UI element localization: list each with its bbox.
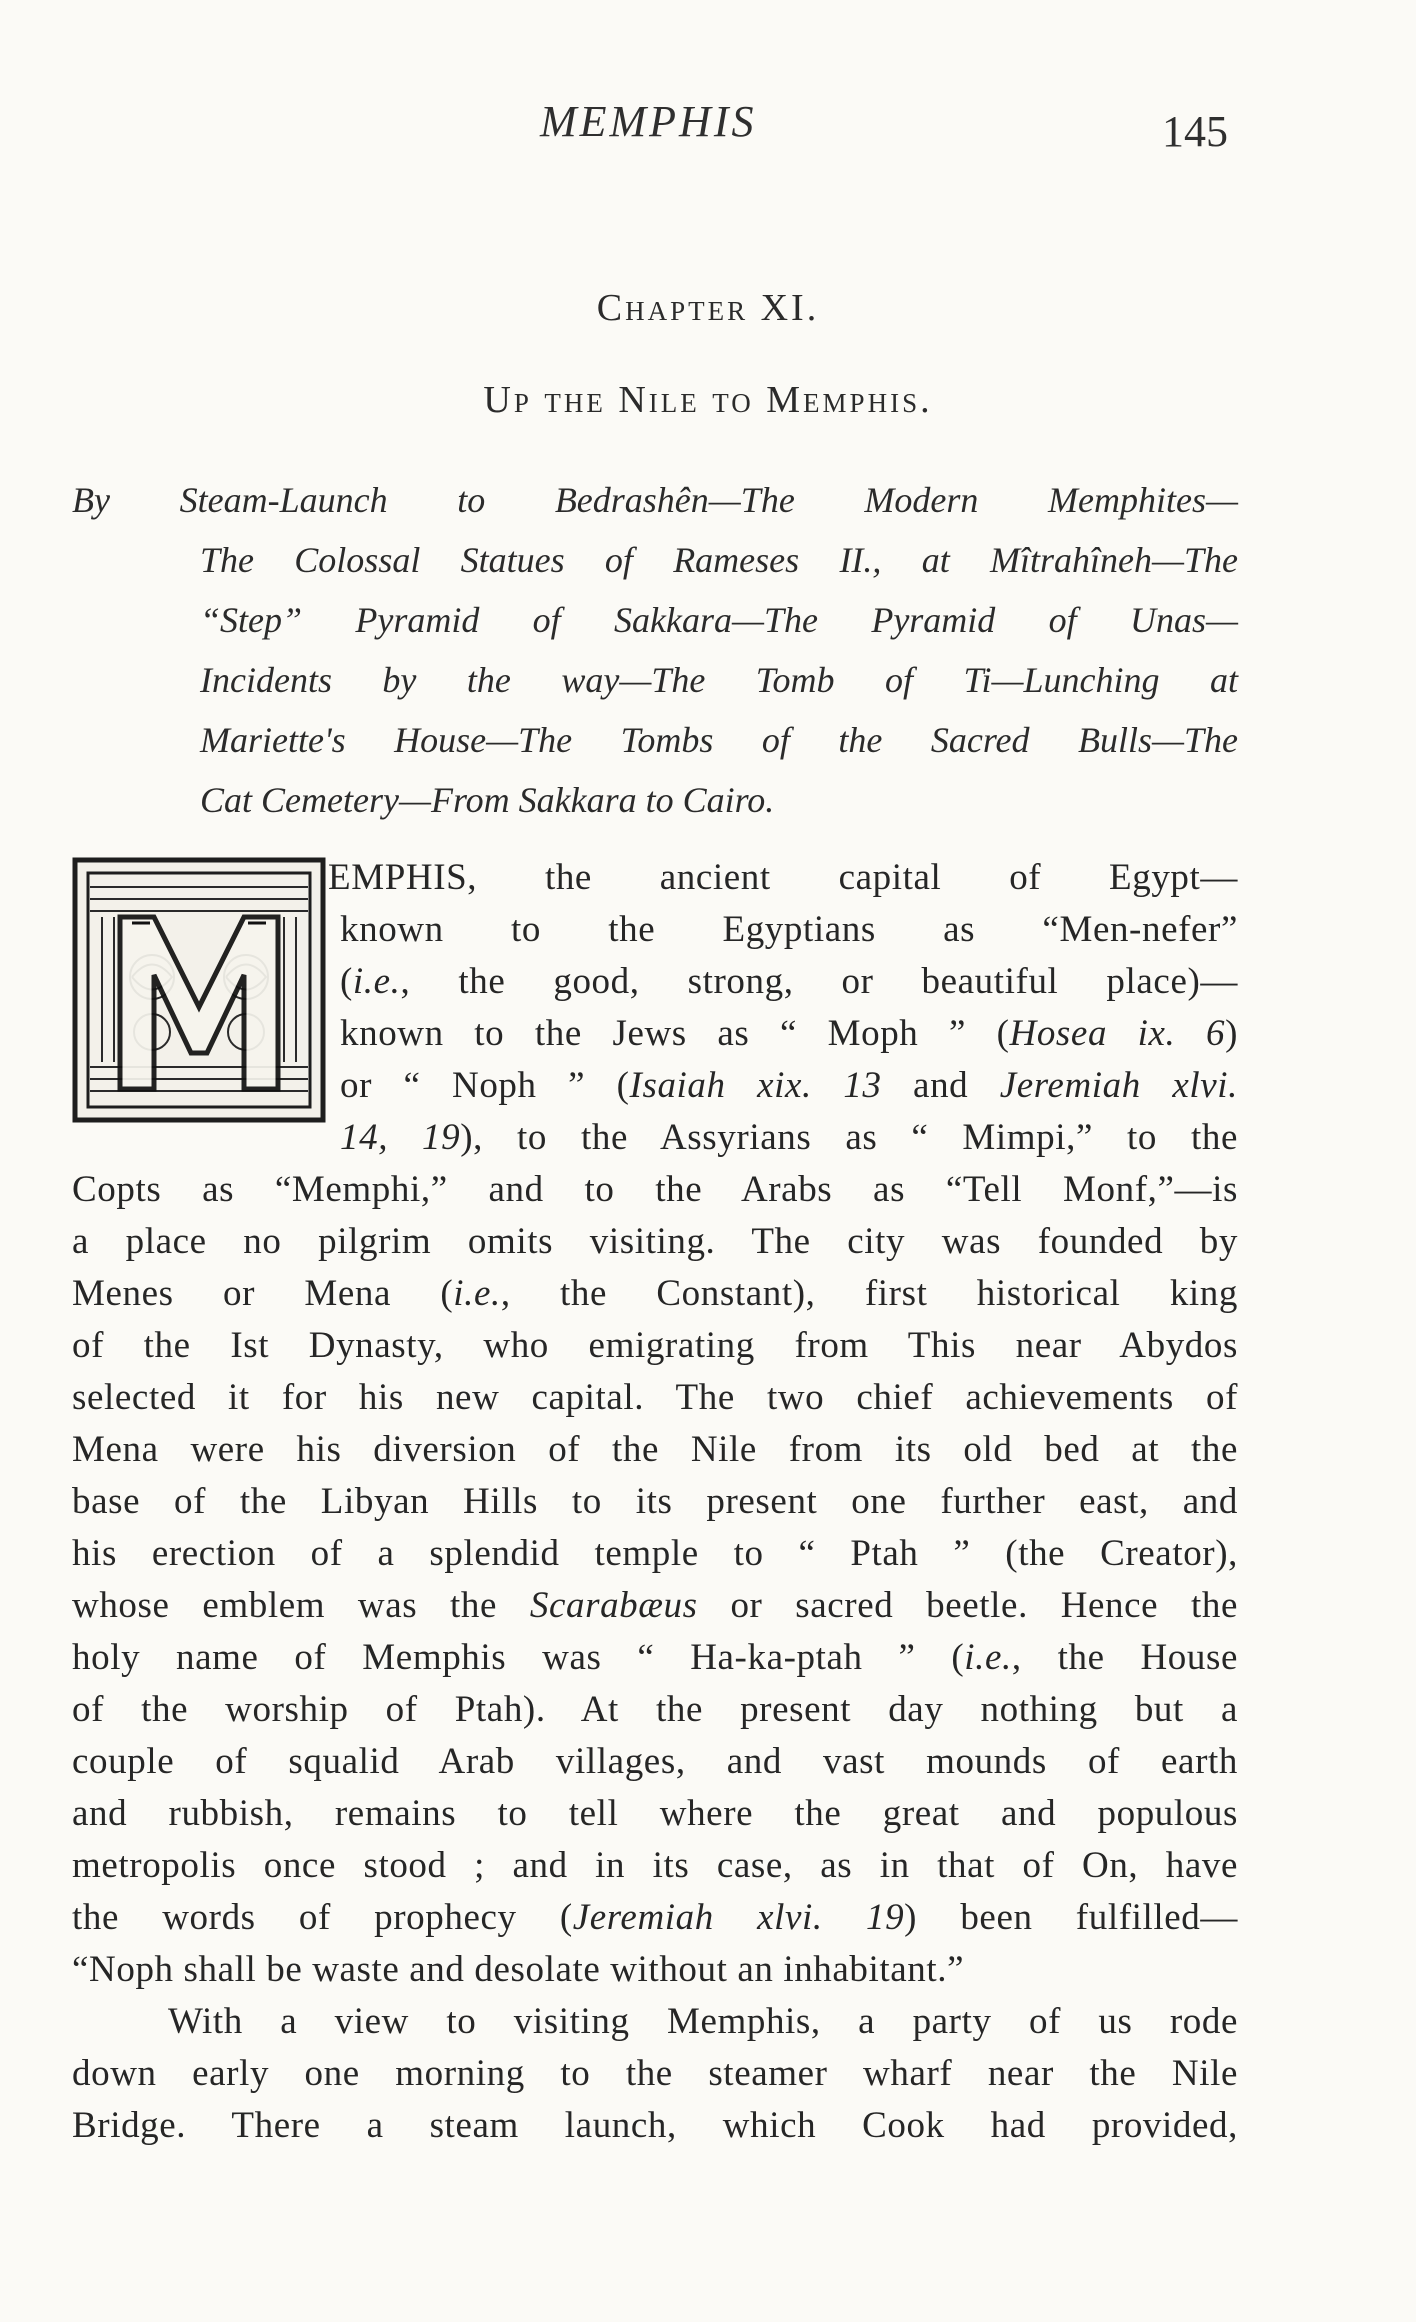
- inline-text: Menes or Mena (: [72, 1273, 454, 1314]
- text-line: metropolis once stood ; and in its case, as in that of On, have: [72, 1845, 1238, 1886]
- chapter-number: Chapter XI.: [596, 287, 820, 329]
- inline-italic: Hosea ix. 6: [1009, 1013, 1226, 1054]
- text-line: of the worship of Ptah). At the present day nothing but a: [72, 1689, 1238, 1730]
- inline-text: or sacred beetle. Hence the: [697, 1585, 1238, 1626]
- chapter-title: Up the Nile to Memphis.: [483, 379, 933, 421]
- inline-italic: i.e.: [453, 1273, 501, 1314]
- text-line: selected it for his new capital. The two chief achievements of: [72, 1377, 1238, 1418]
- inline-italic: Isaiah xix. 13: [629, 1065, 882, 1106]
- synopsis-line: Mariette's House—The Tombs of the Sacred Bulls—The: [200, 720, 1238, 760]
- inline-italic: i.e.: [352, 961, 401, 1002]
- text-line: [72, 1268, 1238, 1320]
- inline-text: and: [881, 1065, 1000, 1106]
- inline-text: the words of prophecy (: [72, 1897, 573, 1938]
- text-line: [72, 1112, 1238, 1164]
- text-line-quotation: “Noph shall be waste and desolate without an inhabitant.”: [72, 1949, 965, 1990]
- synopsis-line: Cat Cemetery—From Sakkara to Cairo.: [200, 780, 775, 820]
- text-line: known to the Egyptians as “Men-nefer”: [340, 909, 1238, 950]
- text-line: [72, 1060, 1238, 1112]
- running-title: MEMPHIS: [540, 97, 757, 146]
- inline-text: ) been fulfilled—: [904, 1897, 1238, 1938]
- inline-italic: i.e.: [964, 1637, 1012, 1678]
- page-number: 145: [1162, 107, 1228, 156]
- inline-italic: Jeremiah xlvi. 19: [572, 1897, 905, 1938]
- synopsis-line: The Colossal Statues of Rameses II., at Mîtrahîneh—The: [200, 540, 1238, 580]
- body-text: [72, 852, 1238, 2152]
- inline-text: , the House: [1011, 1637, 1238, 1678]
- inline-italic: Scarabæus: [529, 1585, 698, 1626]
- text-line: [72, 1632, 1238, 1684]
- text-line: [72, 1580, 1238, 1632]
- text-line: down early one morning to the steamer wharf near the Nile: [72, 2053, 1238, 2094]
- inline-text: known to the Jews as “ Moph ” (: [340, 1013, 1010, 1054]
- synopsis-line: “Step” Pyramid of Sakkara—The Pyramid of Unas—: [200, 600, 1238, 640]
- text-line: Bridge. There a steam launch, which Cook had provided,: [72, 2105, 1238, 2146]
- inline-text: , the Constant), first historical king: [500, 1273, 1238, 1314]
- text-line: With a view to visiting Memphis, a party of us rode: [168, 2001, 1238, 2042]
- running-head: [0, 96, 1416, 156]
- inline-text: whose emblem was the: [72, 1585, 530, 1626]
- text-line: couple of squalid Arab villages, and vast mounds of earth: [72, 1741, 1238, 1782]
- text-line: his erection of a splendid temple to “ Ptah ” (the Creator),: [72, 1533, 1238, 1574]
- inline-italic: Jeremiah xlvi.: [999, 1065, 1238, 1106]
- inline-text: or “ Noph ” (: [340, 1065, 630, 1106]
- text-line: base of the Libyan Hills to its present one further east, and: [72, 1481, 1238, 1522]
- inline-italic: 14, 19: [340, 1117, 461, 1158]
- synopsis-line: By Steam-Launch to Bedrashên—The Modern Memphites—: [72, 480, 1238, 520]
- synopsis-line: Incidents by the way—The Tomb of Ti—Lunching at: [200, 660, 1238, 700]
- inline-text: ): [1225, 1013, 1238, 1054]
- text-line: EMPHIS, the ancient capital of Egypt—: [328, 857, 1238, 898]
- text-line: of the Ist Dynasty, who emigrating from This near Abydos: [72, 1325, 1238, 1366]
- text-line: [72, 1892, 1238, 1944]
- inline-text: , the good, strong, or beautiful place)—: [400, 961, 1238, 1002]
- text-line: [72, 1008, 1238, 1060]
- inline-text: holy name of Memphis was “ Ha-ka-ptah ” (: [72, 1637, 965, 1678]
- text-line: Copts as “Memphi,” and to the Arabs as “Tell Monf,”—is: [72, 1169, 1238, 1210]
- chapter-synopsis: [72, 470, 1238, 830]
- text-line: Mena were his diversion of the Nile from its old bed at the: [72, 1429, 1238, 1470]
- text-line: and rubbish, remains to tell where the great and populous: [72, 1793, 1238, 1834]
- text-line: a place no pilgrim omits visiting. The city was founded by: [72, 1221, 1238, 1262]
- text-line: (i.e., the good, strong, or beautiful place)—: [340, 961, 1238, 1002]
- inline-text: ), to the Assyrians as “ Mimpi,” to the: [460, 1117, 1238, 1158]
